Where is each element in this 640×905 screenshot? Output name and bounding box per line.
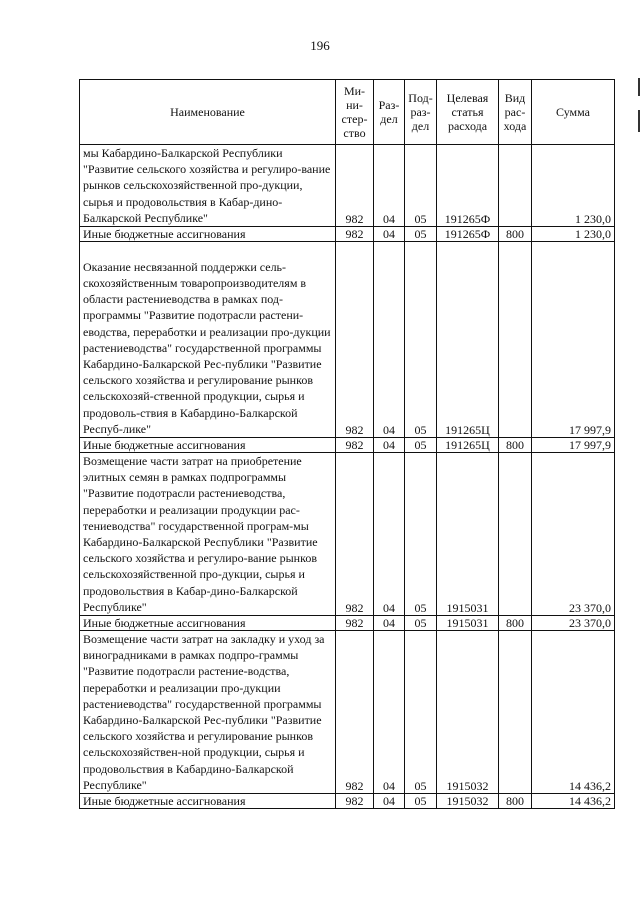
header-subsection: Под- раз- дел bbox=[405, 80, 437, 145]
header-expense-type: Вид рас- хода bbox=[499, 80, 532, 145]
row-amount: 23 370,0 bbox=[532, 453, 615, 616]
row-section: 04 bbox=[374, 794, 405, 809]
row-target: 1915032 bbox=[437, 794, 499, 809]
row-name: Иные бюджетные ассигнования bbox=[80, 227, 336, 242]
table-row bbox=[80, 227, 615, 242]
row-section: 04 bbox=[374, 145, 405, 227]
row-subsection: 05 bbox=[405, 145, 437, 227]
row-subsection: 05 bbox=[405, 794, 437, 809]
row-ministry: 982 bbox=[336, 631, 374, 794]
row-target: 1915031 bbox=[437, 453, 499, 616]
row-ministry: 982 bbox=[336, 794, 374, 809]
row-target: 191265Ф bbox=[437, 145, 499, 227]
row-subsection: 05 bbox=[405, 631, 437, 794]
row-type bbox=[499, 453, 532, 616]
row-name: мы Кабардино-Балкарской Республики "Развитие сельского хозяйства и регулиро-вание рынков сельскохозяйственной про-дукции, сырья и продовольствия в Кабар-дино-Балкарской Республике" bbox=[80, 145, 336, 227]
table-row bbox=[80, 453, 615, 616]
row-amount: 14 436,2 bbox=[532, 631, 615, 794]
row-ministry: 982 bbox=[336, 453, 374, 616]
row-section: 04 bbox=[374, 453, 405, 616]
row-target: 191265Ф bbox=[437, 227, 499, 242]
row-ministry: 982 bbox=[336, 242, 374, 438]
header-name: Наименование bbox=[80, 80, 336, 145]
row-type: 800 bbox=[499, 227, 532, 242]
row-section: 04 bbox=[374, 631, 405, 794]
row-name: Иные бюджетные ассигнования bbox=[80, 794, 336, 809]
row-ministry: 982 bbox=[336, 438, 374, 453]
row-target: 191265Ц bbox=[437, 242, 499, 438]
row-amount: 17 997,9 bbox=[532, 438, 615, 453]
row-ministry: 982 bbox=[336, 616, 374, 631]
row-amount: 23 370,0 bbox=[532, 616, 615, 631]
header-ministry: Ми- ни- стер- ство bbox=[336, 80, 374, 145]
row-name: Оказание несвязанной поддержки сель-скохозяйственным товаропроизводителям в области растениеводства в рамках под-программы "Развитие подотрасли растени-еводства, переработки и реализации про-дукции растениеводства" государственной программы Кабардино-Балкарской Рес-публики "Развитие сельского хозяйства и регулирование рынков сельскохозяй-ственной продукции, сырья и продоволь-ствия в Кабардино-Балкарской Респуб-лике" bbox=[80, 242, 336, 438]
table-row bbox=[80, 438, 615, 453]
row-name: Иные бюджетные ассигнования bbox=[80, 438, 336, 453]
row-subsection: 05 bbox=[405, 453, 437, 616]
table-row bbox=[80, 145, 615, 227]
table-row bbox=[80, 616, 615, 631]
row-section: 04 bbox=[374, 438, 405, 453]
row-name: Возмещение части затрат на приобретение элитных семян в рамках подпрограммы "Развитие подотрасли растениеводства, переработки и реализации продукции рас-тениеводства" государственной програм-мы Кабардино-Балкарской Республики "Развитие сельского хозяйства и регулиро-вание рынков сельскохозяйственной про-дукции, сырья и продовольствия в Кабар-дино-Балкарской Республике" bbox=[80, 453, 336, 616]
row-type bbox=[499, 145, 532, 227]
row-section: 04 bbox=[374, 616, 405, 631]
row-section: 04 bbox=[374, 242, 405, 438]
row-subsection: 05 bbox=[405, 227, 437, 242]
row-subsection: 05 bbox=[405, 616, 437, 631]
row-section: 04 bbox=[374, 227, 405, 242]
row-target: 1915031 bbox=[437, 616, 499, 631]
row-type: 800 bbox=[499, 438, 532, 453]
row-ministry: 982 bbox=[336, 227, 374, 242]
table-header-row bbox=[80, 80, 615, 145]
header-amount: Сумма bbox=[532, 80, 615, 145]
header-section: Раз- дел bbox=[374, 80, 405, 145]
row-ministry: 982 bbox=[336, 145, 374, 227]
row-type: 800 bbox=[499, 616, 532, 631]
row-subsection: 05 bbox=[405, 438, 437, 453]
row-name: Иные бюджетные ассигнования bbox=[80, 616, 336, 631]
row-target: 1915032 bbox=[437, 631, 499, 794]
row-type: 800 bbox=[499, 794, 532, 809]
page-number: 196 bbox=[310, 38, 330, 53]
row-amount: 14 436,2 bbox=[532, 794, 615, 809]
row-type bbox=[499, 242, 532, 438]
table-row bbox=[80, 794, 615, 809]
row-amount: 1 230,0 bbox=[532, 227, 615, 242]
table-row bbox=[80, 631, 615, 794]
row-target: 191265Ц bbox=[437, 438, 499, 453]
budget-table bbox=[79, 79, 615, 809]
row-name: Возмещение части затрат на закладку и уход за виноградниками в рамках подпро-граммы "Развитие подотрасли растение-водства, переработки и реализации про-дукции растениеводства" государственной программы Кабардино-Балкарской Рес-публики "Развитие сельского хозяйства и регулирование рынков сельскохозяйствен-ной продукции, сырья и продовольствия в Кабардино-Балкарской Республике" bbox=[80, 631, 336, 794]
row-amount: 17 997,9 bbox=[532, 242, 615, 438]
row-subsection: 05 bbox=[405, 242, 437, 438]
header-target-item: Целевая статья расхода bbox=[437, 80, 499, 145]
row-type bbox=[499, 631, 532, 794]
row-amount: 1 230,0 bbox=[532, 145, 615, 227]
table-row bbox=[80, 242, 615, 438]
